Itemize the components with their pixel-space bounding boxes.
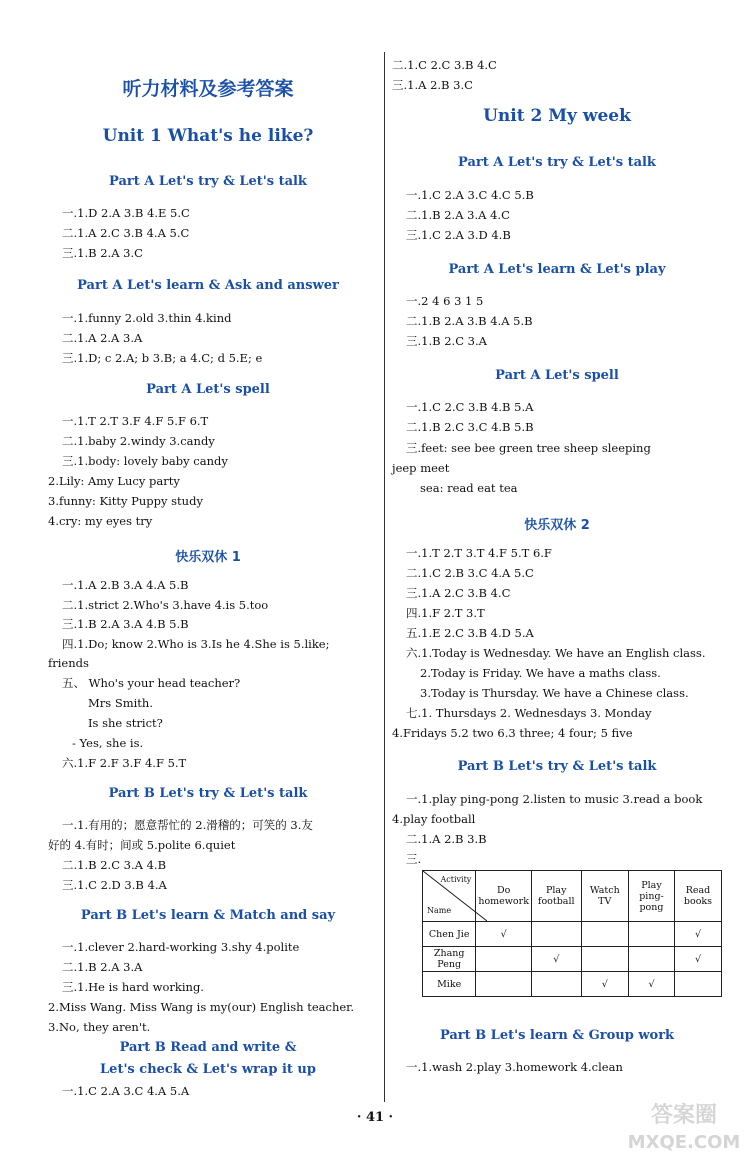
answer-line: 一.1.A 2.B 3.A 4.A 5.B [62, 578, 189, 592]
section-heading: Part A Let's try & Let's talk [458, 155, 656, 170]
table-cell [581, 922, 629, 947]
answer-line: 四.1.F 2.T 3.T [406, 606, 485, 620]
answer-line: 一.1.clever 2.hard-working 3.shy 4.polite [62, 940, 300, 954]
unit2-title: Unit 2 My week [483, 106, 631, 126]
answer-line: 3.funny: Kitty Puppy study [48, 494, 203, 508]
answer-line: 一.2 4 6 3 1 5 [406, 294, 484, 308]
table-cell [629, 922, 675, 947]
answer-line: 三.feet: see bee green tree sheep sleeping [406, 441, 651, 455]
answer-line: 三.1.A 2.C 3.B 4.C [406, 586, 511, 600]
table-cell-name: Mike [423, 972, 476, 997]
answer-line: - Yes, she is. [72, 736, 144, 750]
table-cell [531, 922, 581, 947]
answer-line: 3.Today is Thursday. We have a Chinese class. [420, 686, 689, 700]
answer-line: 二.1.B 2.C 3.C 4.B 5.B [406, 420, 534, 434]
table-cell [629, 947, 675, 972]
answer-line: 一.1.play ping-pong 2.listen to music 3.read a book [406, 792, 703, 806]
answer-line: friends [48, 656, 89, 670]
table-cell-name: Zhang Peng [423, 947, 476, 972]
answer-line: 一.1.有用的；愿意帮忙的 2.滑稽的；可笑的 3.友 [62, 818, 313, 832]
table-cell [531, 972, 581, 997]
answer-line: 4.play football [392, 812, 476, 826]
answer-line: 一.1.funny 2.old 3.thin 4.kind [62, 311, 232, 325]
table-cell-name: Chen Jie [423, 922, 476, 947]
main-title: 听力材料及参考答案 [122, 78, 294, 100]
table-cell [674, 972, 721, 997]
section-heading: Part A Let's learn & Ask and answer [77, 278, 339, 293]
answer-line: 4.cry: my eyes try [48, 514, 153, 528]
activity-table [422, 870, 722, 997]
answer-line: 三.1.A 2.B 3.C [392, 78, 473, 92]
section-heading: Let's check & Let's wrap it up [100, 1062, 316, 1077]
section-heading: Part B Let's learn & Group work [439, 1028, 675, 1043]
table-cell [581, 947, 629, 972]
section-heading: Part B Read and write & [119, 1040, 297, 1055]
answer-line: 三.1.body: lovely baby candy [62, 454, 228, 468]
answer-line: 二.1.baby 2.windy 3.candy [62, 434, 215, 448]
answer-line: 六.1.F 2.F 3.F 4.F 5.T [62, 756, 187, 770]
answer-line: 一.1.T 2.T 3.F 4.F 5.F 6.T [62, 414, 209, 428]
section-heading: 快乐双休 2 [524, 518, 590, 533]
answer-line: 一.1.C 2.A 3.C 4.A 5.A [62, 1084, 190, 1098]
answer-line: 2.Today is Friday. We have a maths class. [420, 666, 661, 680]
section-heading: Part B Let's learn & Match and say [80, 908, 336, 923]
table-cell: √ [629, 972, 675, 997]
table-cell: √ [476, 922, 532, 947]
answer-line: 一.1.T 2.T 3.T 4.F 5.T 6.F [406, 546, 552, 560]
answer-line: jeep meet [392, 461, 450, 475]
svg-text:答案圈: 答案圈 [650, 1103, 718, 1128]
answer-line: 3.No, they aren't. [48, 1020, 151, 1034]
answer-line: 三. [406, 852, 422, 866]
answer-line: 三.1.C 2.D 3.B 4.A [62, 878, 167, 892]
watermark-logo [624, 1096, 744, 1156]
answer-line: 三.1.D; c 2.A; b 3.B; a 4.C; d 5.E; e [62, 351, 263, 365]
answer-line: Is she strict? [88, 716, 163, 730]
answer-line: 一.1.C 2.C 3.B 4.B 5.A [406, 400, 534, 414]
section-heading: Part A Let's spell [495, 368, 619, 383]
table-row [423, 922, 722, 947]
answer-line: 4.Fridays 5.2 two 6.3 three; 4 four; 5 five [392, 726, 633, 740]
answer-line: 二.1.A 2.A 3.A [62, 331, 143, 345]
table-header: Read books [674, 871, 721, 922]
answer-line: 三.1.B 2.C 3.A [406, 334, 487, 348]
table-cell: √ [581, 972, 629, 997]
section-heading: 快乐双休 1 [175, 550, 241, 565]
answer-line: 六.1.Today is Wednesday. We have an English class. [406, 646, 706, 660]
unit1-title: Unit 1 What's he like? [102, 126, 314, 146]
answer-line: Mrs Smith. [88, 696, 153, 710]
table-header: Play ping-pong [629, 871, 675, 922]
table-cell [476, 947, 532, 972]
answer-line: 好的 4.有时；间或 5.polite 6.quiet [48, 838, 236, 852]
answer-line: 2.Lily: Amy Lucy party [48, 474, 180, 488]
table-header-row [423, 871, 722, 922]
answer-line: 二.1.C 2.B 3.C 4.A 5.C [406, 566, 534, 580]
answer-line: 一.1.wash 2.play 3.homework 4.clean [406, 1060, 623, 1074]
answer-line: 五.1.E 2.C 3.B 4.D 5.A [406, 626, 534, 640]
answer-line: 二.1.B 2.A 3.A 4.C [406, 208, 510, 222]
table-cell: √ [531, 947, 581, 972]
table-cell: √ [674, 922, 721, 947]
table-row [423, 947, 722, 972]
table-corner-cell [423, 871, 476, 922]
table-header: Play football [531, 871, 581, 922]
section-heading: Part A Let's spell [146, 382, 270, 397]
table-cell: √ [674, 947, 721, 972]
answer-line: 二.1.C 2.C 3.B 4.C [392, 58, 497, 72]
answer-line: sea: read eat tea [420, 481, 518, 495]
section-heading: Part B Let's try & Let's talk [108, 786, 308, 801]
section-heading: Part B Let's try & Let's talk [457, 759, 657, 774]
answer-line: 四.1.Do; know 2.Who is 3.Is he 4.She is 5.like; [62, 637, 330, 651]
corner-activity-label: Activity [440, 875, 472, 884]
answer-line: 二.1.B 2.A 3.B 4.A 5.B [406, 314, 533, 328]
answer-line: 二.1.A 2.C 3.B 4.A 5.C [62, 226, 190, 240]
answer-line: 二.1.B 2.A 3.A [62, 960, 143, 974]
page-number: · 41 · [356, 1110, 394, 1125]
answer-line: 三.1.C 2.A 3.D 4.B [406, 228, 511, 242]
answer-line: 2.Miss Wang. Miss Wang is my(our) English teacher. [48, 1000, 355, 1014]
table-row [423, 972, 722, 997]
answer-line: 三.1.He is hard working. [62, 980, 204, 994]
answer-line: 二.1.B 2.C 3.A 4.B [62, 858, 167, 872]
corner-name-label: Name [427, 906, 452, 915]
table-header: Do homework [476, 871, 532, 922]
svg-text:MXQE.COM: MXQE.COM [627, 1132, 741, 1153]
answer-line: 五、 Who's your head teacher? [62, 676, 241, 690]
column-divider [384, 52, 385, 1102]
section-heading: Part A Let's try & Let's talk [109, 174, 307, 189]
answer-line: 一.1.C 2.A 3.C 4.C 5.B [406, 188, 534, 202]
section-heading: Part A Let's learn & Let's play [448, 262, 666, 277]
table-cell [476, 972, 532, 997]
answer-line: 一.1.D 2.A 3.B 4.E 5.C [62, 206, 190, 220]
answer-line: 三.1.B 2.A 3.C [62, 246, 143, 260]
table-header: Watch TV [581, 871, 629, 922]
answer-line: 七.1. Thursdays 2. Wednesdays 3. Monday [406, 706, 652, 720]
answer-line: 二.1.strict 2.Who's 3.have 4.is 5.too [62, 598, 269, 612]
answer-line: 三.1.B 2.A 3.A 4.B 5.B [62, 617, 189, 631]
answer-line: 二.1.A 2.B 3.B [406, 832, 487, 846]
